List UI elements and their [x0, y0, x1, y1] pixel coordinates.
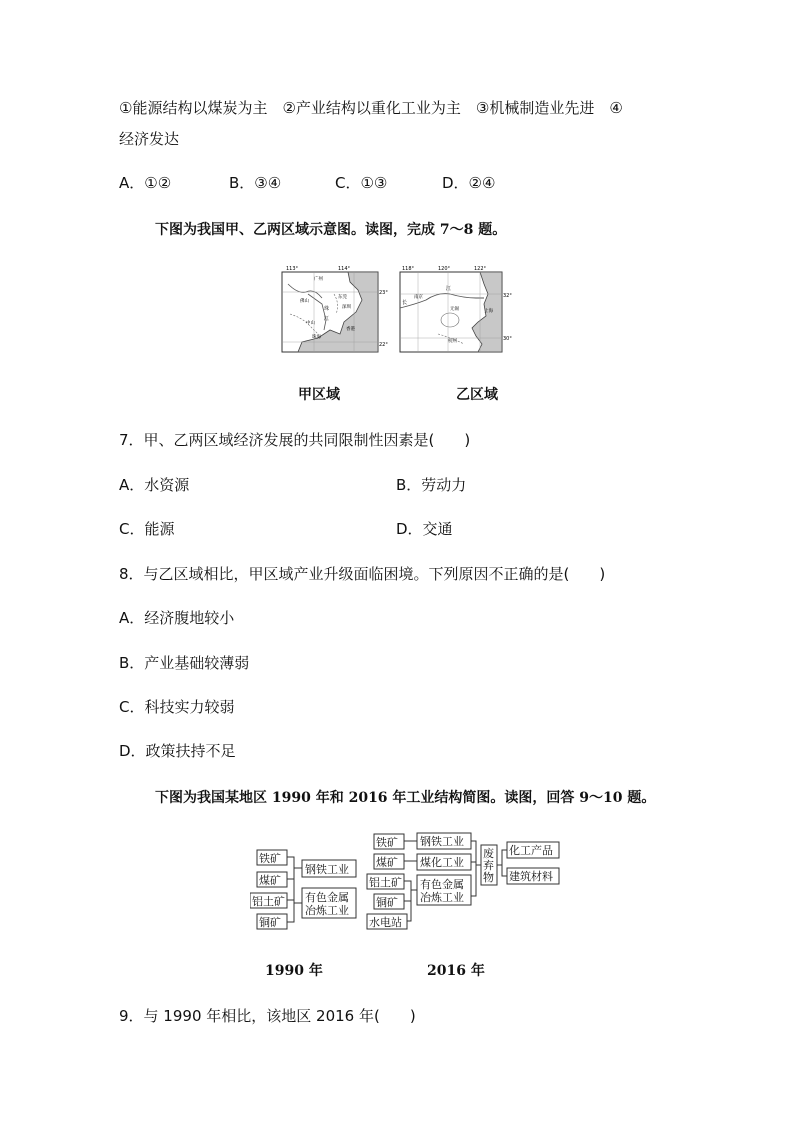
- q8-choice-d: D．政策扶持不足: [119, 742, 236, 760]
- yi-lat-32: 32°: [503, 293, 512, 299]
- d1990-ind-nonferrous-2: 冶炼工业: [305, 904, 349, 917]
- yi-place-shanghai: 上海: [484, 309, 493, 314]
- prev-options-line2: 经济发达: [119, 130, 180, 148]
- prev-choice-d: D．②④: [442, 174, 496, 192]
- q8-choice-b: B．产业基础较薄弱: [119, 654, 250, 672]
- d1990-input-copper: 铜矿: [259, 916, 281, 929]
- jia-place-shenzhen: 深圳: [342, 305, 351, 310]
- yi-place-chang: 长: [402, 300, 408, 306]
- jia-place-foshan: 佛山: [300, 299, 309, 304]
- q8-choice-a: A．经济腹地较小: [119, 609, 235, 627]
- jia-place-hongkong: 香港: [346, 327, 355, 332]
- yi-lat-30: 30°: [503, 336, 512, 342]
- q8-choice-c: C．科技实力较弱: [119, 698, 235, 716]
- d2016-ind-steel: 钢铁工业: [420, 835, 464, 848]
- jia-place-dongguan: 东莞: [338, 295, 347, 300]
- yi-place-jiang: 江: [446, 286, 452, 292]
- intro-7-8: 下图为我国甲、乙两区域示意图。读图，完成 7～8 题。: [155, 222, 507, 238]
- jia-lat-22: 22°: [379, 342, 388, 348]
- d2016-product-chem: 化工产品: [509, 844, 553, 857]
- q7-choice-b: B．劳动力: [396, 476, 467, 494]
- d2016-product-building: 建筑材料: [509, 870, 553, 883]
- map-yi: [398, 264, 516, 356]
- d2016-waste-1: 废: [483, 847, 494, 860]
- prev-choice-a: A．①②: [119, 174, 172, 192]
- d1990-input-coal: 煤矿: [259, 874, 281, 887]
- d2016-input-copper: 铜矿: [376, 896, 398, 909]
- jia-place-zhu: 珠: [324, 306, 330, 312]
- yi-place-wuxi: 无锡: [450, 307, 459, 312]
- d2016-input-iron: 铁矿: [376, 836, 398, 849]
- caption-2016: 2016 年: [427, 963, 485, 979]
- d1990-ind-nonferrous-1: 有色金属: [305, 891, 349, 904]
- d2016-input-hydro: 水电站: [369, 916, 402, 929]
- q7-choice-d: D．交通: [396, 520, 453, 538]
- d1990-input-iron: 铁矿: [259, 852, 281, 865]
- caption-yi: 乙区域: [456, 387, 498, 403]
- d2016-waste-3: 物: [483, 871, 494, 884]
- jia-place-jiang: 江: [324, 316, 330, 322]
- prev-options-line1: ①能源结构以煤炭为主 ②产业结构以重化工业为主 ③机械制造业先进 ④: [119, 99, 623, 117]
- caption-1990: 1990 年: [265, 963, 323, 979]
- q8-stem: 8．与乙区域相比，甲区域产业升级面临困境。下列原因不正确的是( ): [119, 565, 606, 583]
- intro-9-10: 下图为我国某地区 1990 年和 2016 年工业结构简图。读图，回答 9～10 题。: [155, 790, 656, 806]
- q9-stem: 9．与 1990 年相比，该地区 2016 年( ): [119, 1007, 416, 1025]
- d1990-ind-steel: 钢铁工业: [305, 863, 349, 876]
- d2016-input-coal: 煤矿: [376, 856, 398, 869]
- jia-lon-114: 114°: [338, 266, 351, 272]
- yi-place-hangzhou: 杭州: [448, 339, 457, 344]
- diagram-2016: [364, 830, 564, 934]
- yi-lon-118: 118°: [402, 266, 415, 272]
- d2016-ind-coalchem: 煤化工业: [420, 856, 464, 869]
- d1990-input-bauxite: 铝土矿: [252, 895, 285, 908]
- diagram-1990: [250, 848, 360, 934]
- d2016-ind-nonferrous-2: 冶炼工业: [420, 891, 464, 904]
- jia-place-zhongshan: 中山: [306, 321, 315, 326]
- prev-choice-c: C．①③: [335, 174, 388, 192]
- yi-lon-120: 120°: [438, 266, 451, 272]
- d2016-input-bauxite: 铝土矿: [369, 876, 402, 889]
- q7-stem: 7．甲、乙两区域经济发展的共同限制性因素是( ): [119, 431, 471, 449]
- caption-jia: 甲区域: [298, 387, 340, 403]
- d2016-ind-nonferrous-1: 有色金属: [420, 878, 464, 891]
- jia-lon-113: 113°: [286, 266, 299, 272]
- jia-lat-23: 23°: [379, 290, 388, 296]
- map-jia: [278, 264, 390, 356]
- yi-place-nanjing: 南京: [414, 295, 423, 300]
- q7-choice-a: A．水资源: [119, 476, 190, 494]
- yi-lon-122: 122°: [474, 266, 487, 272]
- q7-choice-c: C．能源: [119, 520, 175, 538]
- prev-choice-b: B．③④: [229, 174, 282, 192]
- jia-place-guangzhou: 广州: [314, 277, 323, 282]
- jia-place-zhuhai: 珠海: [312, 335, 321, 340]
- d2016-waste-2: 弃: [483, 859, 494, 872]
